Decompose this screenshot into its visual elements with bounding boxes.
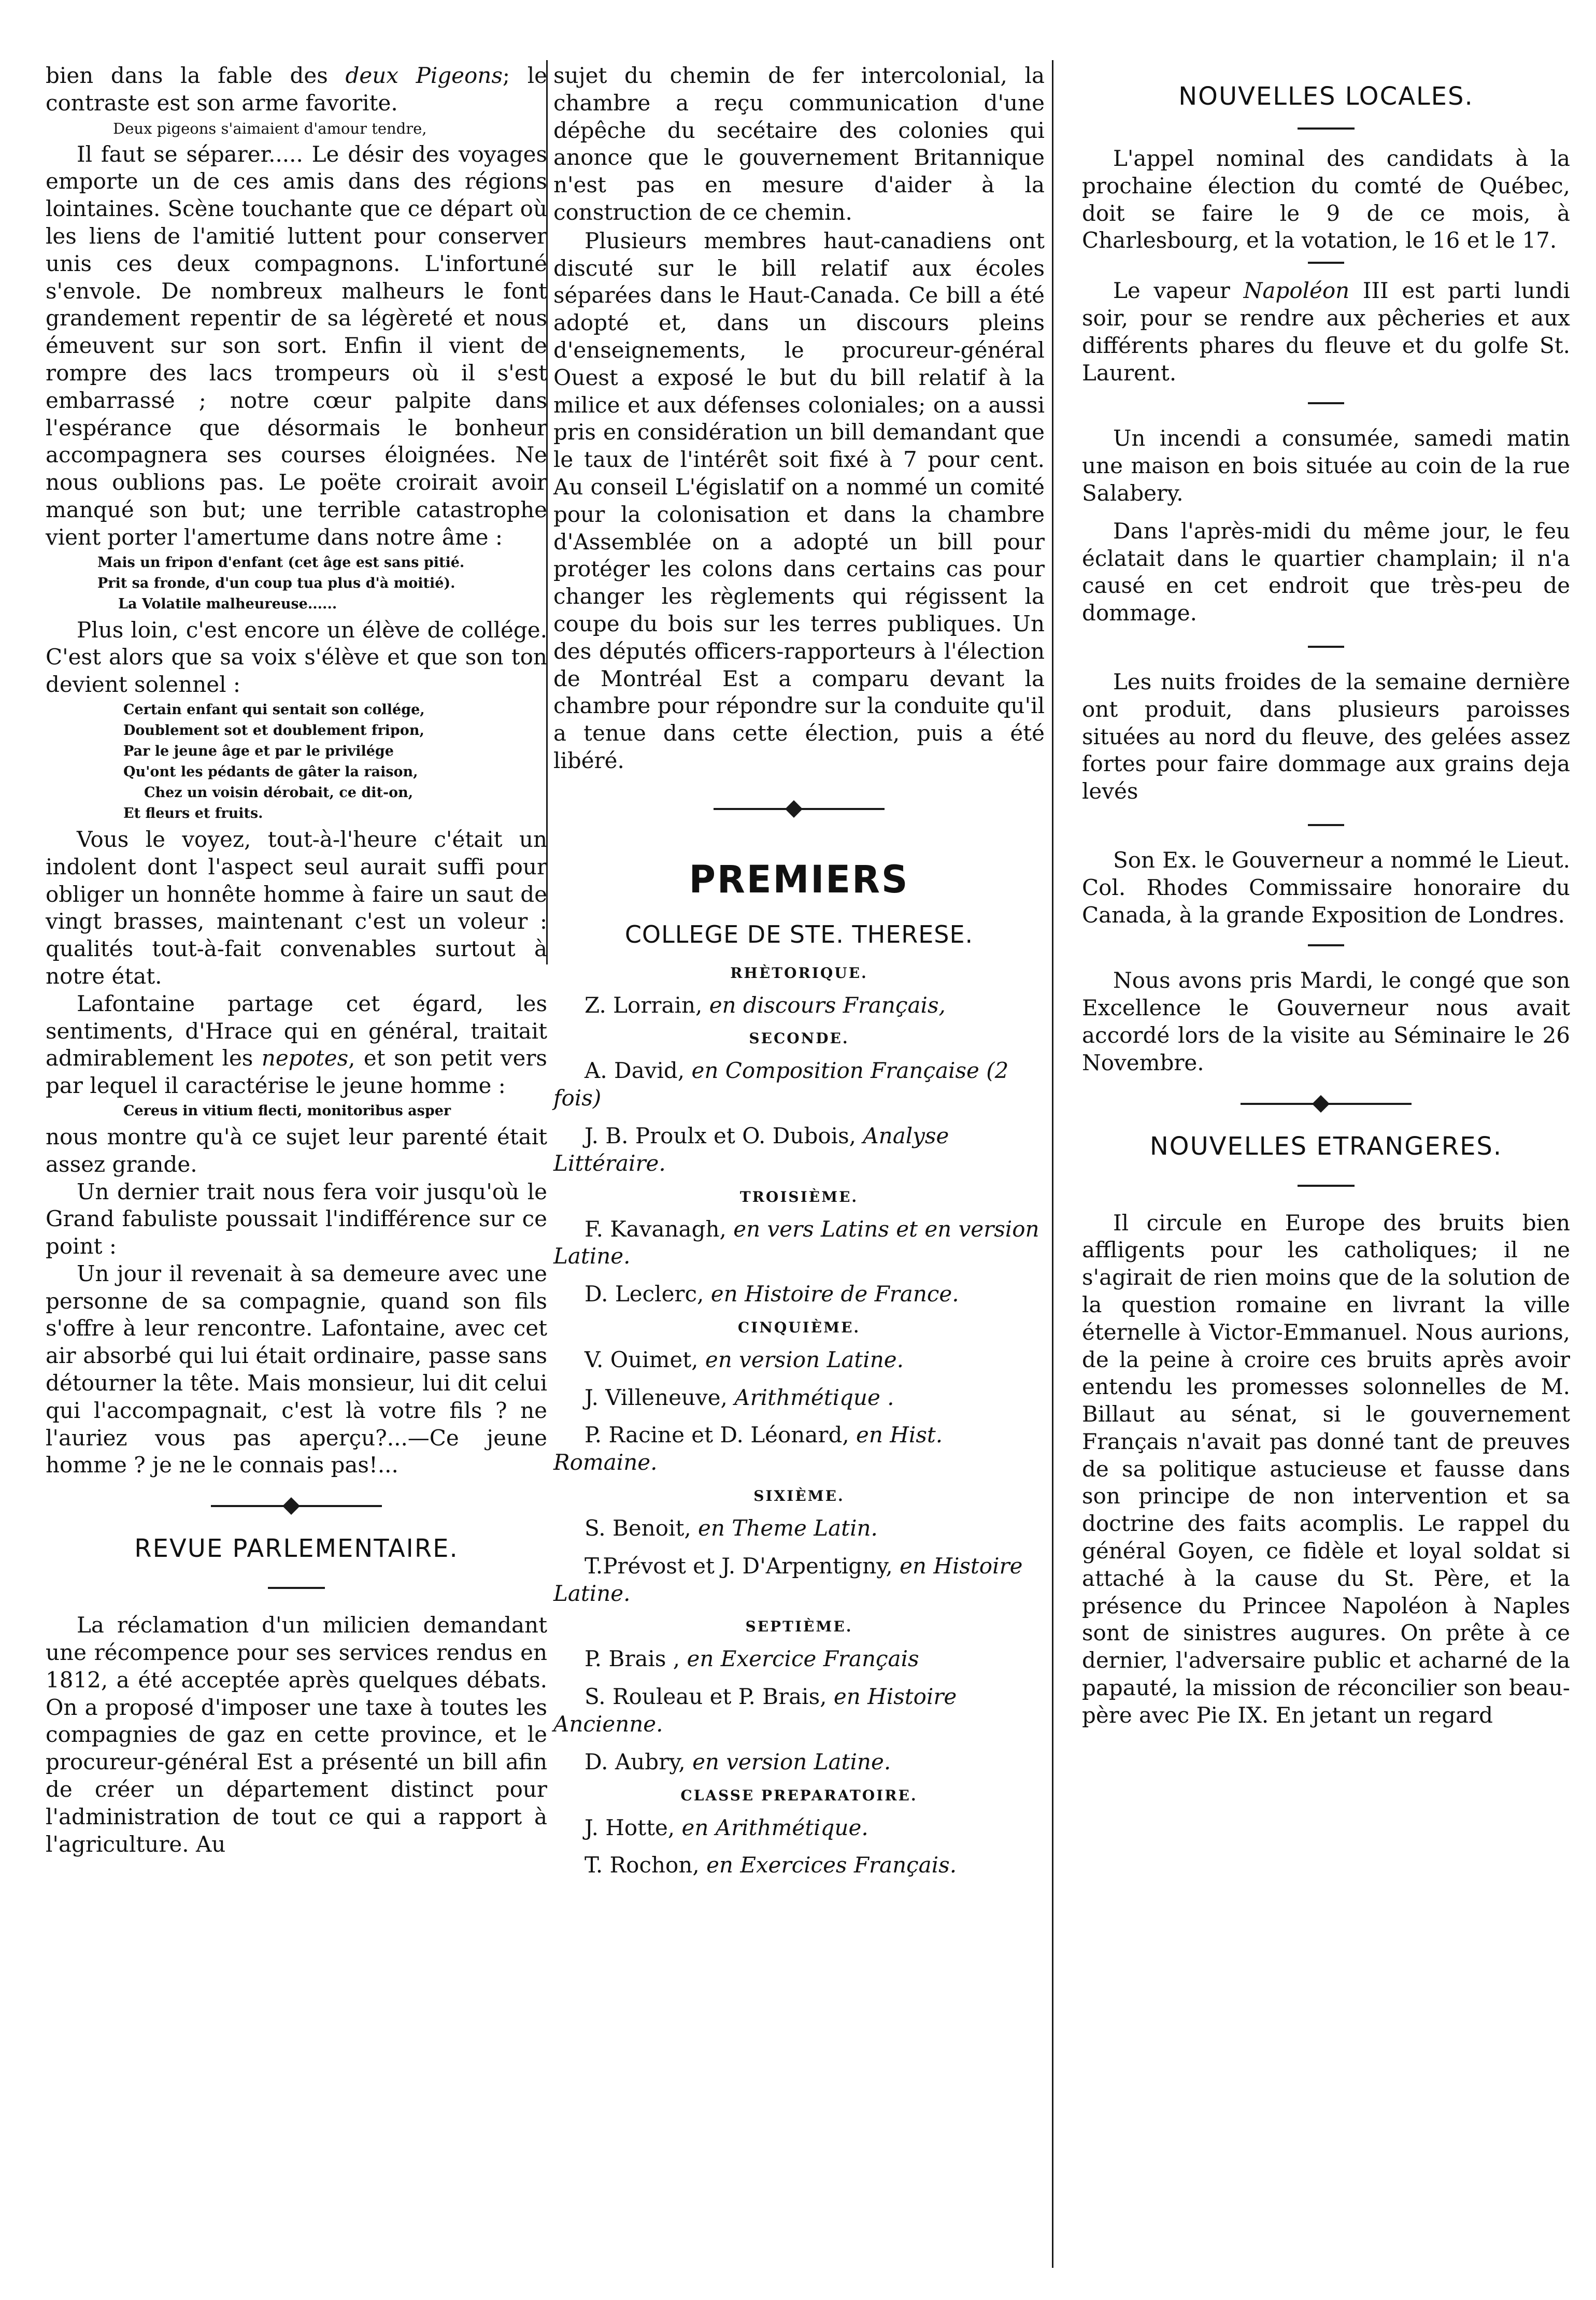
paragraph: Un jour il revenait à sa demeure avec une personne de sa compagnie, quand son fils s'offre à leur rencontre. Lafontaine, avec cet air absorbé qui lui était ordinaire, passe sans détourner la tête. Mais monsieur, lui dit celui qui l'accompagnait, c'est là votre fils ? ne l'auriez vous pas aperçu?...—Ce jeune homme ? je ne le connais pas!... (46, 1260, 547, 1478)
prize-entry (553, 1645, 1045, 1673)
heading-premiers: PREMIERS (689, 857, 909, 902)
prize-subject: en Histoire de France. (710, 1281, 959, 1307)
short-rule (1308, 402, 1344, 404)
prize-student: J. Villeneuve, (585, 1384, 735, 1410)
news-item: Dans l'après-midi du même jour, le feu éclatait dans le quartier champlain; il n'a causé en cet endroit que très-peu de dommage. (1082, 518, 1570, 626)
verse-line: Cereus in vitium flecti, monitoribus asper (123, 1102, 451, 1119)
prize-student: S. Benoit, (585, 1515, 699, 1541)
prize-subject: en Histoire Ancienne. (553, 1684, 957, 1737)
prize-student: P. Brais , (585, 1646, 687, 1672)
section-title-revue: REVUE PARLEMENTAIRE. (134, 1534, 459, 1564)
ornament-divider (1241, 1101, 1412, 1107)
prize-subject: Arithmétique . (734, 1384, 894, 1410)
paragraph: Lafontaine partage cet égard, les sentiments, d'Hrace qui en général, traitait admirablement les nepotes, et son petit vers par lequel il caractérise le jeune homme : (46, 990, 547, 1099)
column-rule-right (1052, 60, 1053, 2268)
short-rule (1298, 127, 1355, 130)
class-heading: SEPTIÈME. (745, 1618, 853, 1636)
news-item: Nous avons pris Mardi, le congé que son Excellence le Gouverneur nous avait accordé lors de la visite au Séminaire le 26 Novembre. (1082, 968, 1570, 1075)
short-rule (1308, 944, 1344, 946)
prize-entry (553, 1515, 1045, 1542)
verse-line: La Volatile malheureuse...... (118, 595, 337, 612)
short-rule (1298, 1185, 1355, 1187)
prize-entry (553, 1422, 1045, 1476)
prize-student: T.Prévost et J. D'Arpentigny, (585, 1553, 900, 1579)
column-left (46, 62, 547, 1858)
prize-student: A. David, (585, 1058, 692, 1084)
class-heading: TROISIÈME. (739, 1188, 859, 1205)
section-title-locales: NOUVELLES LOCALES. (1178, 82, 1474, 111)
prize-entry (553, 992, 1045, 1019)
short-rule (1308, 646, 1344, 648)
prize-subject: en Composition Française (2 fois) (553, 1058, 1009, 1111)
verse-line: Deux pigeons s'aimaient d'amour tendre, (113, 119, 427, 137)
news-item: Son Ex. le Gouverneur a nommé le Lieut. Col. Rhodes Commissaire honoraire du Canada, à la grande Exposition de Londres. (1082, 847, 1570, 928)
class-heading: SECONDE. (749, 1030, 849, 1047)
prize-entry (553, 1814, 1045, 1842)
prize-student: P. Racine et D. Léonard, (585, 1422, 857, 1448)
prize-list (553, 964, 1045, 1880)
short-rule (1308, 824, 1344, 826)
verse-line: Doublement sot et doublement fripon, (123, 722, 424, 739)
paragraph: Plus loin, c'est encore un élève de collége. C'est alors que sa voix s'élève et que son ton devient solennel : (46, 617, 547, 698)
prize-subject: en vers Latins et en version Latine. (553, 1216, 1039, 1269)
ornament-divider (211, 1503, 382, 1509)
prize-entry (553, 1346, 1045, 1374)
prize-student: D. Aubry, (585, 1749, 693, 1774)
prize-student: T. Rochon, (585, 1852, 707, 1878)
prize-entry (553, 1553, 1045, 1608)
prize-subject: en Histoire Latine. (553, 1553, 1023, 1606)
verse-line: Mais un fripon d'enfant (cet âge est sans pitié. (97, 554, 465, 571)
news-item: Les nuits froides de la semaine dernière ont produit, dans plusieurs paroisses situées au nord du fleuve, des gelées assez fortes pour faire dommage aux grains deja levés (1082, 669, 1570, 804)
class-heading: CINQUIÈME. (737, 1318, 861, 1336)
prize-subject: Analyse Littéraire. (553, 1123, 949, 1176)
class-heading: RHÈTORIQUE. (730, 964, 868, 982)
prize-student: J. B. Proulx et O. Dubois, (585, 1123, 863, 1148)
news-item: Il circule en Europe des bruits bien affligents pour les catholiques; il ne s'agirait de rien moins que de la solution de la question romaine en livrant la ville éternelle à Victor-Emmanuel. Nous aurions, de la peine à croire ces bruits après avoir entendu les promesses solonnelles de M. Billaut au sénat, si le gouvernement Français n'avait pas donné tant de preuves de sa politique astucieuse et fausse dans son principe de non intervention et sa doctrine des faits acomplis. Le rappel du général Goyen, ce fidèle et loyal soldat si attaché à la cause du St. Père, et la présence du Princee Napoléon à Naples sont de sinistres augures. On prête à ce dernier, l'adversaire public et acharné de la papauté, la mission de réconcilier son beau-père avec Pie IX. En jetant un regard (1082, 1210, 1570, 1728)
section-title-etrangeres: NOUVELLES ETRANGERES. (1149, 1131, 1503, 1161)
subheading-college: COLLEGE DE STE. THERESE. (624, 920, 974, 948)
prize-entry (553, 1852, 1045, 1879)
prize-subject: en Exercices Français. (706, 1852, 957, 1878)
prize-subject: en version Latine. (692, 1749, 891, 1774)
verse-line: Par le jeune âge et par le privilége (123, 743, 394, 759)
prize-subject: en Arithmétique. (681, 1814, 868, 1840)
prize-student: V. Ouimet, (585, 1346, 705, 1372)
verse-line: Certain enfant qui sentait son collége, (123, 701, 425, 718)
prize-student: F. Kavanagh, (585, 1216, 734, 1242)
paragraph: La réclamation d'un milicien demandant une récompence pour ses services rendus en 1812, a été acceptée après quelques débats. On a proposé d'imposer une taxe à toutes les compagnies de gaz en cette province, et le procureur-général Est a présenté un bill afin de créer un département distinct pour l'administration de tout ce qui a rapport à l'agriculture. Au (46, 1612, 547, 1857)
column-right (1073, 62, 1570, 1729)
ornament-divider (714, 806, 885, 812)
paragraph: Vous le voyez, tout-à-l'heure c'était un indolent dont l'aspect seul aurait suffi pour obliger un honnête homme à faire un saut de vingt brasses, maintenant c'est un voleur : qualités tout-à-fait convenables surtout à notre état. (46, 826, 547, 989)
short-rule (268, 1587, 325, 1589)
paragraph: sujet du chemin de fer intercolonial, la chambre a reçu communication d'une dépêche du secétaire des colonies qui anonce que le gouvernement Britannique n'est pas en mesure d'aider à la construction de ce chemin. (553, 63, 1045, 225)
paragraph: Il faut se séparer..... Le désir des voyages emporte un de ces amis dans des régions lointaines. Scène touchante que ce départ où les liens de l'amitié luttent pour conserver unis ces deux compagnons. L'infortuné s'envole. De nombreux malheurs le font grandement repentir de sa légèreté et nous émeuvent sur son sort. Enfin il vient de rompre des lacs trompeurs où il s'est embarrassé ; notre cœur palpite dans l'espérance que désormais le bonheur accompagnera ses courses éloignées. Ne nous oublions pas. Le poëte croirait avoir manqué son but; une terrible catastrophe vient porter l'amertume dans notre âme : (46, 141, 547, 550)
prize-subject: en Theme Latin. (698, 1515, 878, 1541)
prize-student: S. Rouleau et P. Brais, (585, 1684, 834, 1710)
verse-line: Et fleurs et fruits. (123, 805, 263, 821)
news-item: Un incendi a consumée, samedi matin une maison en bois située au coin de la rue Salabery. (1082, 425, 1570, 506)
prize-entry (553, 1384, 1045, 1412)
class-heading: CLASSE PREPARATOIRE. (680, 1786, 918, 1804)
class-heading: SIXIÈME. (753, 1487, 845, 1505)
verse-quote (97, 552, 547, 615)
prize-entry (553, 1749, 1045, 1776)
paragraph: Un dernier trait nous fera voir jusqu'où le Grand fabuliste poussait l'indifférence sur ce point : (46, 1179, 547, 1259)
short-rule (1308, 262, 1344, 264)
verse-line: Prit sa fronde, d'un coup tua plus d'à moitié). (97, 575, 455, 591)
verse-quote (123, 700, 547, 824)
column-middle (547, 62, 1050, 1890)
prize-subject: en discours Français, (709, 992, 946, 1018)
paragraph: bien dans la fable des deux Pigeons; le contraste est son arme favorite. (46, 63, 547, 116)
news-item: L'appel nominal des candidats à la prochaine élection du comté de Québec, doit se faire le 9 de ce mois, à Charlesbourg, et la votation, le 16 et le 17. (1082, 146, 1570, 253)
verse-line: Qu'ont les pédants de gâter la raison, (123, 763, 418, 780)
prize-subject: en Exercice Français (687, 1646, 919, 1672)
prize-entry (553, 1683, 1045, 1738)
prize-student: Z. Lorrain, (585, 992, 709, 1018)
prize-entry (553, 1123, 1045, 1177)
paragraph: nous montre qu'à ce sujet leur parenté était assez grande. (46, 1124, 547, 1177)
prize-student: J. Hotte, (585, 1814, 682, 1840)
prize-subject: en Hist. Romaine. (553, 1422, 943, 1475)
prize-entry (553, 1281, 1045, 1308)
news-item: Le vapeur Napoléon III est parti lundi soir, pour se rendre aux pêcheries et aux différents phares du fleuve et du golfe St. Laurent. (1082, 278, 1570, 386)
prize-entry (553, 1057, 1045, 1112)
prize-entry (553, 1216, 1045, 1271)
verse-quote (123, 1101, 547, 1121)
prize-subject: en version Latine. (705, 1346, 904, 1372)
prize-student: D. Leclerc, (585, 1281, 711, 1307)
verse-quote (113, 118, 547, 139)
paragraph: Plusieurs membres haut-canadiens ont discuté sur le bill relatif aux écoles séparées dans le Haut-Canada. Ce bill a été adopté et, dans un discours pleins d'enseignements, le procureur-général Ouest a exposé le but du bill relatif à la milice et aux défenses coloniales; on a aussi pris en considération un bill demandant que le taux de l'intérêt soit fixé à 7 pour cent. Au conseil L'égislatif on a nommé un comité pour la colonisation et dans la chambre d'Assemblée on a adopté un bill pour protéger les colons dans certains cas pour changer les règlements qui régissent la coupe du bois sur les terres publiques. Un des députés officers-rapporteurs à l'élection de Montréal Est a comparu devant la chambre pour répondre sur la conduite qu'il a tenue dans cette élection, puis a été libéré. (553, 228, 1045, 773)
verse-line: Chez un voisin dérobait, ce dit-on, (144, 784, 414, 801)
